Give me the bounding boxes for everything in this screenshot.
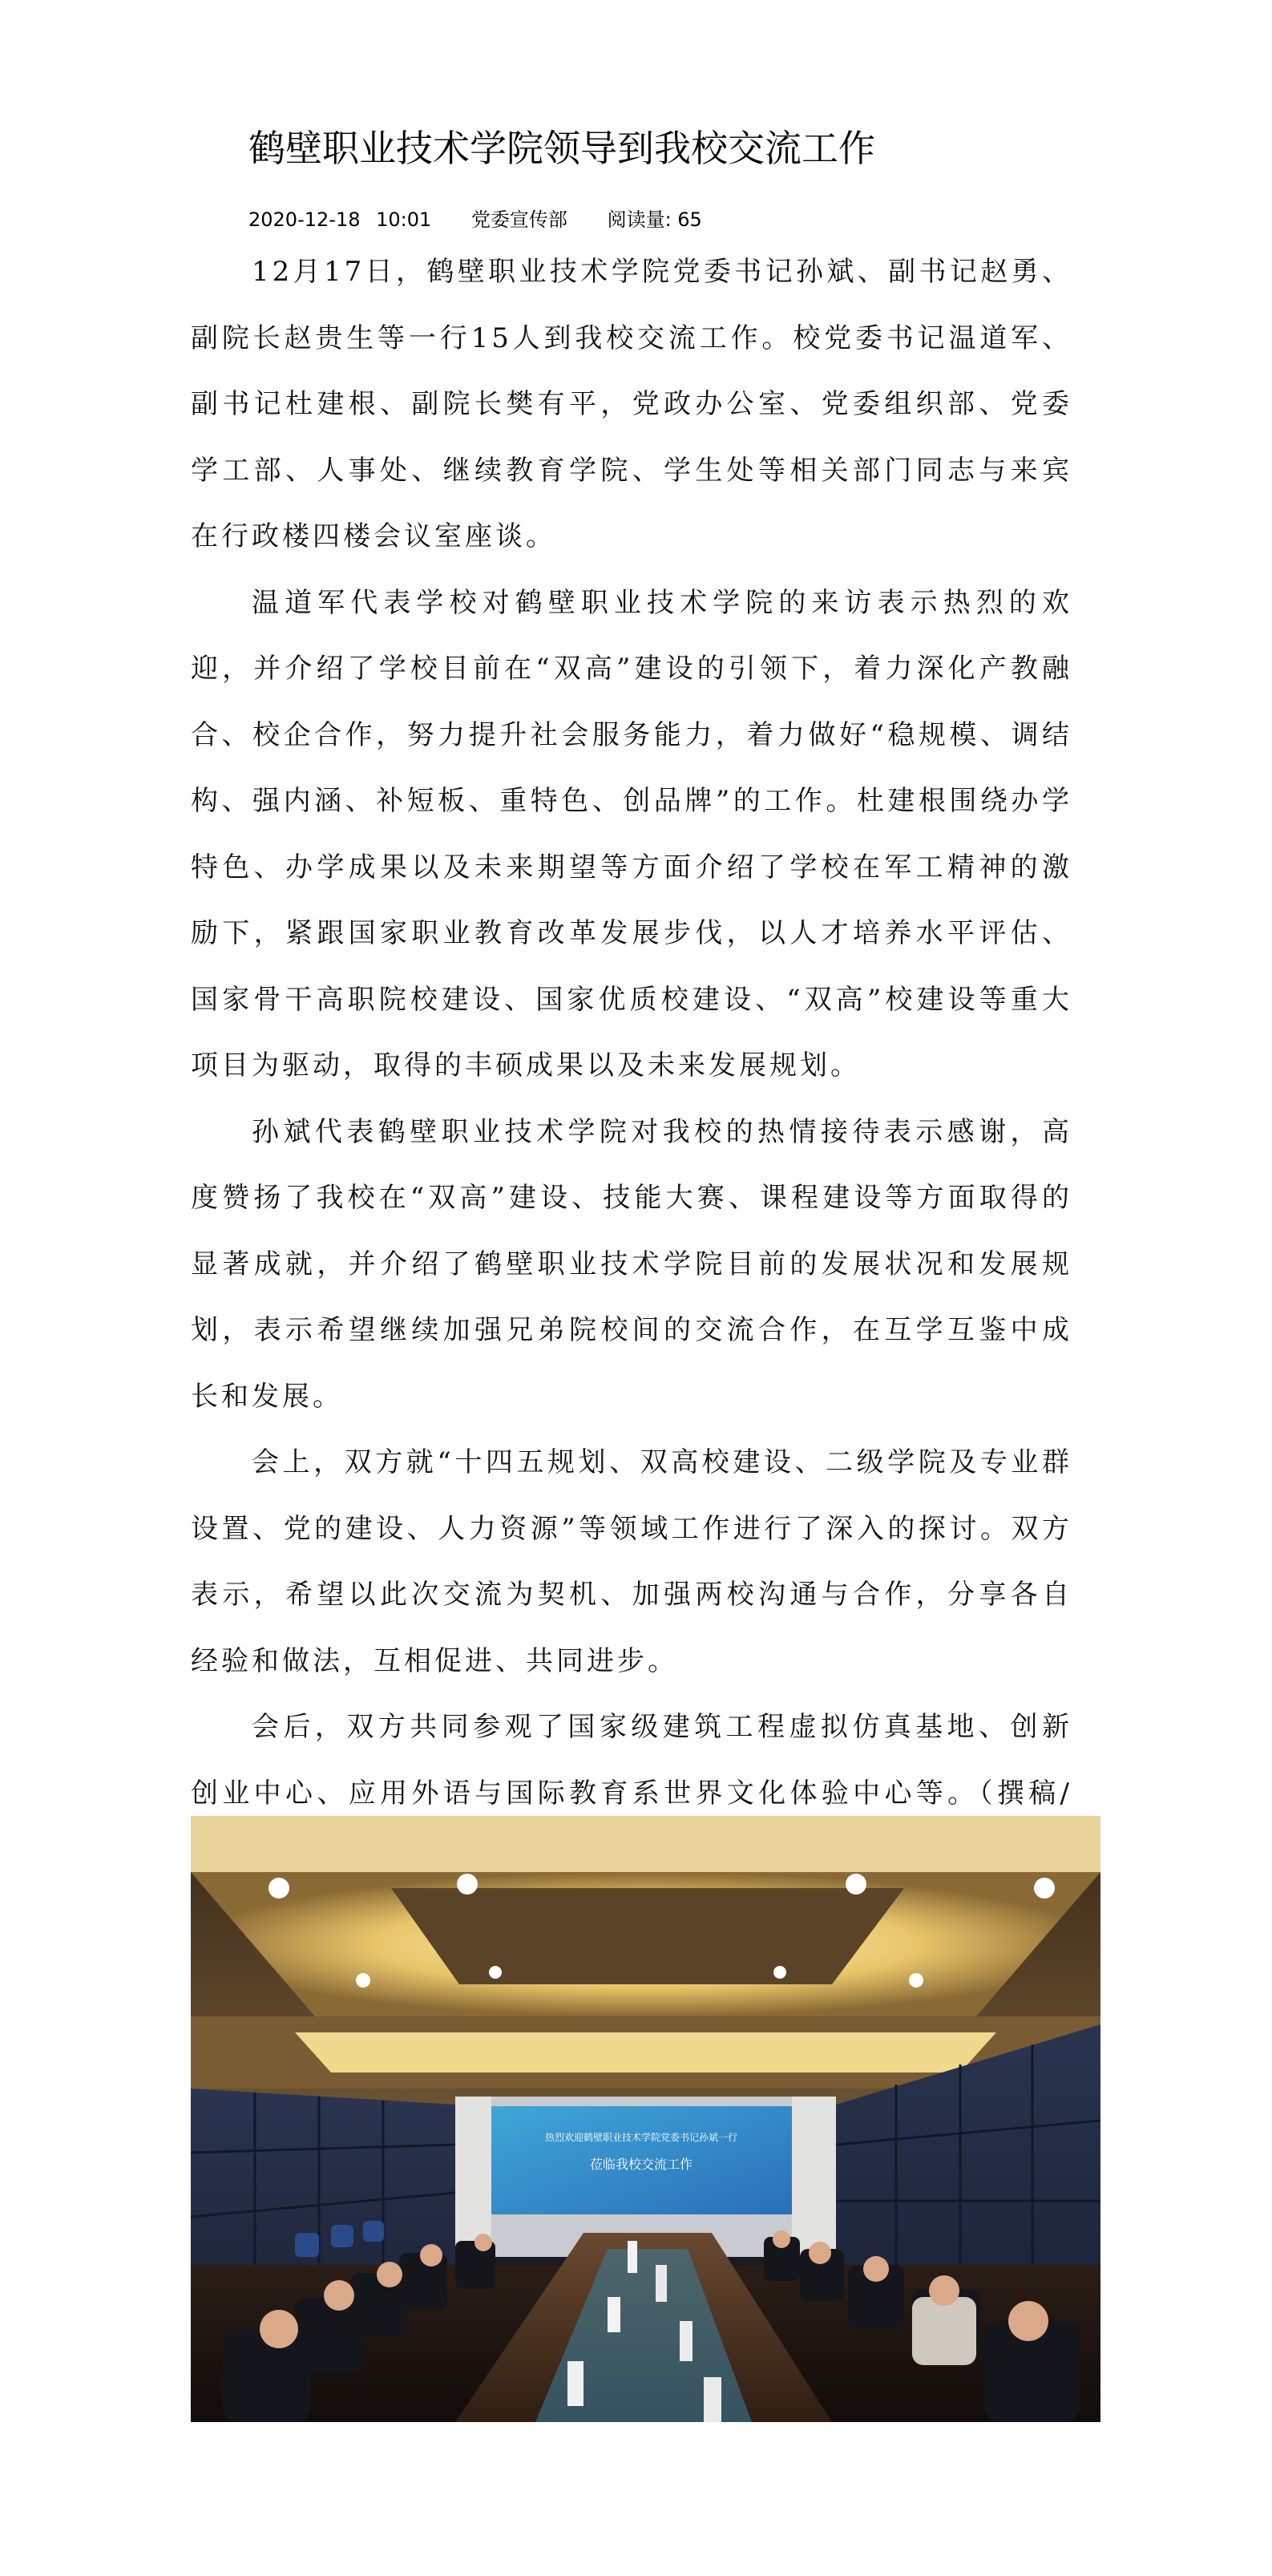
paragraph-5: 会后，双方共同参观了国家级建筑工程虚拟仿真基地、创新创业中心、应用外语与国际教育系世界文化体验中心等。（撰稿/ bbox=[191, 1711, 1072, 1810]
paragraph-3: 孙斌代表鹤壁职业技术学院对我校的热情接待表示感谢，高度赞扬了我校在“双高”建设、技能大赛、课程建设等方面取得的显著成就，并介绍了鹤壁职业技术学院目前的发展状况和发展规划，表示希望继续加强兄弟院校间的交流合作，在互学互鉴中成长和发展。 bbox=[191, 1115, 1072, 1413]
meeting-photo bbox=[191, 1816, 1100, 2422]
paragraph-2: 温道军代表学校对鹤壁职业技术学院的来访表示热烈的欢迎，并介绍了学校目前在“双高”建设的引领下，着力深化产教融合、校企合作，努力提升社会服务能力，着力做好“稳规模、调结构、强内涵、补短板、重特色、创品牌”的工作。杜建根围绕办学特色、办学成果以及未来期望等方面介绍了学校在军工精神的激励下，紧跟国家职业教育改革发展步伐，以人才培养水平评估、国家骨干高职院校建设、国家优质校建设、“双高”校建设等重大项目为驱动，取得的丰硕成果以及未来发展规划。 bbox=[191, 586, 1072, 1082]
screen-line-2: 莅临我校交流工作 bbox=[589, 2157, 693, 2172]
view-count: 阅读量: 65 bbox=[607, 208, 702, 231]
publisher-department: 党委宣传部 bbox=[470, 208, 567, 231]
publish-time: 10:01 bbox=[376, 208, 432, 231]
article-body bbox=[191, 239, 1072, 1893]
article-meta bbox=[248, 205, 702, 234]
publish-date: 2020-12-18 bbox=[248, 208, 361, 231]
meeting-room-illustration bbox=[191, 1816, 1100, 2422]
paragraph-1: 12月17日，鹤壁职业技术学院党委书记孙斌、副书记赵勇、副院长赵贵生等一行15人到我校交流工作。校党委书记温道军、副书记杜建根、副院长樊有平，党政办公室、党委组织部、党委学工部、人事处、继续教育学院、学生处等相关部门同志与来宾在行政楼四楼会议室座谈。 bbox=[191, 256, 1072, 552]
article-title: 鹤壁职业技术学院领导到我校交流工作 bbox=[248, 127, 875, 170]
screen-line-1: 热烈欢迎鹤壁职业技术学院党委书记孙斌一行 bbox=[544, 2132, 738, 2143]
paragraph-4: 会上，双方就“十四五规划、双高校建设、二级学院及专业群设置、党的建设、人力资源”等领域工作进行了深入的探讨。双方表示，希望以此次交流为契机、加强两校沟通与合作，分享各自经验和做法，互相促进、共同进步。 bbox=[191, 1446, 1072, 1677]
